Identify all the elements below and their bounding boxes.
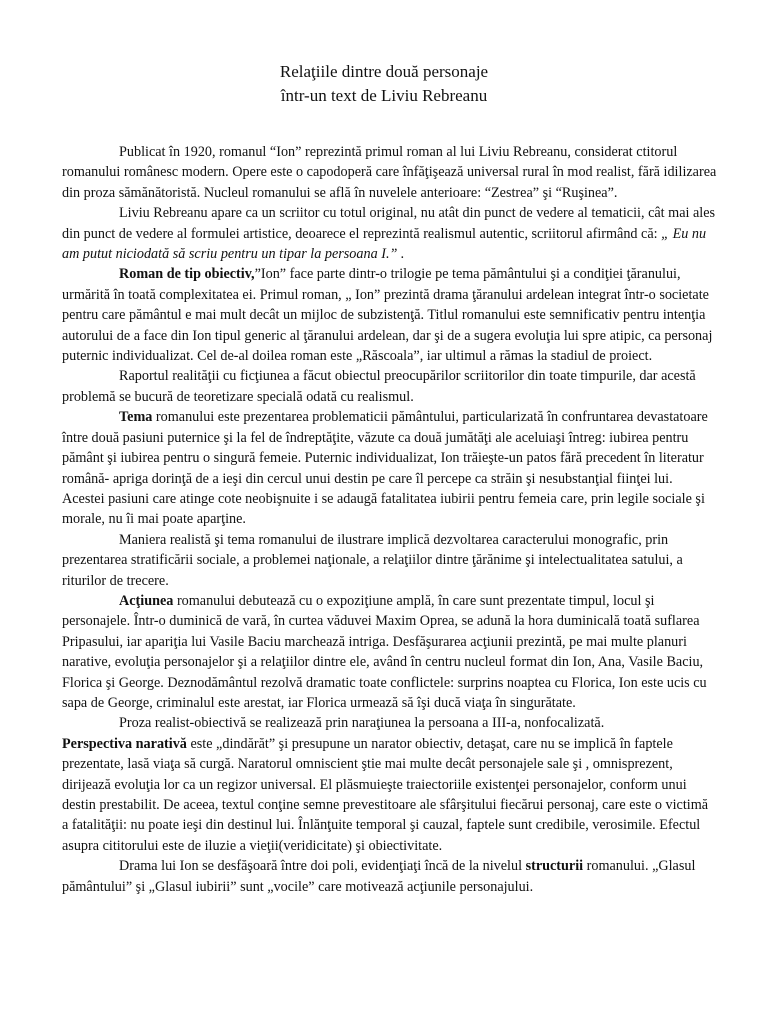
paragraph-6: Maniera realistă şi tema romanului de ilustrare implică dezvoltarea caracterului monografic, prin prezentarea stratificării sociale, a problemei naţionale, a relaţiilor dintre ţărănime şi intelectualitatea satului, a riturilor de trecere. [62, 531, 683, 589]
document-body [62, 142, 717, 897]
paragraph-1: Publicat în 1920, romanul “Ion” reprezintă primul roman al lui Liviu Rebreanu, considerat ctitorul romanului românesc modern. Opere este o capodoperă care înfăţişează universal rural în mod realist, fără idilizarea din proza sămănătoristă. Nucleul romanului se află în nuvelele anterioare: “Zestrea” şi “Ruşinea”. [62, 144, 717, 201]
paragraph-10-bold: structurii [525, 858, 584, 875]
paragraph-2 [62, 203, 717, 264]
paragraph-5-heading: Tema [119, 409, 153, 426]
paragraph-7-text: romanului debutează cu o expoziţiune amplă, în care sunt prezentate timpul, locul şi personajele. Într-o duminică de vară, în curtea văduvei Maxim Oprea, se adună la hora duminicală toată suflarea Pripasului, iar apariţia lui Vasile Baciu marchează intriga. Desfăşurarea acţiunii prezintă, pe mai multe planuri narative, evoluţia personajelor şi a relaţiilor dintre ele, având în centru nucleul format din Ion, Ana, Vasile Baciu, Florica şi George. Deznodământul rezolvă dramatic toate conflictele: surprins noaptea cu Florica, Ion este ucis cu sapa de George, criminalul este arestat, iar Florica urmează să îşi ducă viaţa în singurătate. [62, 592, 707, 711]
title-line-2: într-un text de Liviu Rebreanu [280, 86, 488, 105]
paragraph-3 [62, 264, 717, 366]
rebreanu-quote: „ Eu nu am putut niciodată să scriu pentru un tipar la persoana I.” . [62, 225, 707, 263]
paragraph-7-heading: Acţiunea [119, 592, 174, 609]
paragraph-8: Proza realist-obiectivă se realizează prin naraţiunea la persoana a III-a, nonfocalizată. [119, 715, 605, 732]
paragraph-9 [62, 734, 717, 856]
paragraph-7 [62, 591, 717, 713]
paragraph-5 [62, 407, 717, 529]
title-line-1: Relaţiile dintre două personaje [279, 62, 489, 81]
paragraph-10-text-b: romanului. „Glasul pământului” şi „Glasul iubirii” sunt „vocile” care motivează acţiunile personajului. [62, 858, 696, 895]
paragraph-9-text: este „dindărăt” şi presupune un narator obiectiv, detaşat, care nu se implică în faptele prezentate, lasă viaţa să curgă. Naratorul omniscient ştie mai multe decât personajele sale şi , omnisprezent, dirijează evoluţia lor ca un regizor universal. El plăsmuieşte traiectoriile existenţei personajelor, conform unui destin prestabilit. De aceea, textul conţine semne prevestitoare ale sfârşitului fiecărui personaj, care este o victimă a fatalităţii: nu poate ieşi din destinul lui. Înlănţuite temporal şi cauzal, faptele sunt credibile, verosimile. Efectul asupra cititorului este de iluzie a vieţii(veridicitate) şi obiectivitate. [62, 735, 709, 854]
paragraph-2-text: Liviu Rebreanu apare ca un scriitor cu totul original, nu atât din punct de vedere al tematicii, cât mai ales din punct de vedere al formulei artistice, deoarece el reprezintă realismul autentic, scriitorul afirmând că: [62, 205, 716, 242]
paragraph-9-heading: Perspectiva narativă [62, 735, 187, 752]
paragraph-5-text: romanului este prezentarea problematicii pământului, particularizată în confruntarea devastatoare între două pasiuni puternice şi la fel de îndreptăţite, văzute ca două jumătăţi ale aceluiaşi întreg: iubirea pentru pământ şi iubirea pentru o singură femeie. Puternic individualizat, Ion trăieşte-un patos fără precedent în literatur română- aprigа dorinţă de a ieşi din cercul unui destin pe care îl percepe ca străin şi nesubstanţial fiinţei lui. Acestei pasiuni care atinge cote neobişnuite i se adaugă fatalitatea iubirii pentru femeia care, prin legile sociale şi morale, nu îi mai poate aparţine. [62, 409, 708, 528]
paragraph-10 [62, 856, 717, 897]
paragraph-10-text-a: Drama lui Ion se desfăşoară între doi poli, evidenţiaţi încă de la nivelul [119, 858, 526, 875]
paragraph-3-heading: Roman de tip obiectiv, [119, 266, 255, 283]
paragraph-4: Raportul realităţii cu ficţiunea a făcut obiectul preocupărilor scriitorilor din toate timpurile, dar acestă problemă se bucură de teoretizare specială odată cu realismul. [62, 368, 696, 405]
paragraph-3-text: ”Ion” face parte dintr-o trilogie pe tema pământului şi a condiţiei ţăranului, urmărită în toată complexitatea ei. Primul roman, „ Ion” prezintă drama ţăranului ardelean integrat într-o societate pentru care pământul e mai mult decât un mijloc de subzistenţă. Titlul romanului este semnificativ pentru intenţia autorului de a face din Ion tipul generic al ţăranului ardelean, dar şi de a sugera evoluţia lui spre atipic, ca personaj puternic individualizat. Cel de-al doilea roman este „Răscoala”, iar ultimul a rămas la stadiul de proiect. [62, 266, 713, 365]
document-title [0, 60, 768, 108]
